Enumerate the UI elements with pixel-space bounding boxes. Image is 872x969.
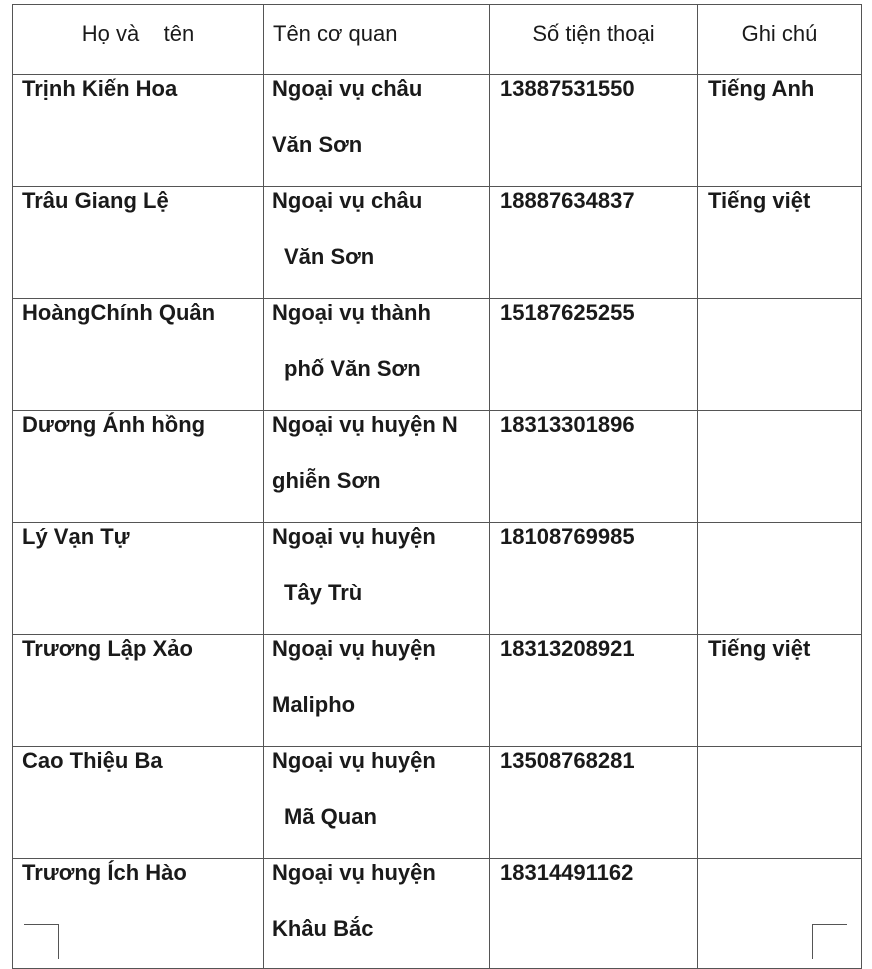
header-name: Họ và tên xyxy=(13,5,264,75)
cell-org: Ngoại vụ thành phố Văn Sơn xyxy=(264,299,490,411)
table-row xyxy=(13,411,862,523)
table-row xyxy=(13,187,862,299)
header-note: Ghi chú xyxy=(698,5,862,75)
table-row xyxy=(13,523,862,635)
cell-org: Ngoại vụ châu Văn Sơn xyxy=(264,187,490,299)
cell-org: Ngoại vụ huyện N ghiễn Sơn xyxy=(264,411,490,523)
header-org: Tên cơ quan xyxy=(264,5,490,75)
cell-org: Ngoại vụ huyện Malipho xyxy=(264,635,490,747)
table-row xyxy=(13,299,862,411)
cell-phone: 18313301896 xyxy=(490,411,698,523)
cell-name: Trương Ích Hào xyxy=(13,859,264,969)
cell-note: Tiếng Anh xyxy=(698,75,862,187)
page-corner-mark-left xyxy=(24,924,59,959)
cell-name: Trâu Giang Lệ xyxy=(13,187,264,299)
table-row xyxy=(13,635,862,747)
cell-org: Ngoại vụ huyện Khâu Bắc xyxy=(264,859,490,969)
cell-phone: 18313208921 xyxy=(490,635,698,747)
cell-name: HoàngChính Quân xyxy=(13,299,264,411)
table-row xyxy=(13,747,862,859)
page-corner-mark-right xyxy=(812,924,847,959)
cell-note: Tiếng việt xyxy=(698,187,862,299)
cell-phone: 13887531550 xyxy=(490,75,698,187)
cell-name: Cao Thiệu Ba xyxy=(13,747,264,859)
cell-phone: 15187625255 xyxy=(490,299,698,411)
cell-name: Dương Ánh hồng xyxy=(13,411,264,523)
cell-phone: 13508768281 xyxy=(490,747,698,859)
header-phone: Số tiện thoại xyxy=(490,5,698,75)
cell-note xyxy=(698,523,862,635)
cell-org: Ngoại vụ châu Văn Sơn xyxy=(264,75,490,187)
cell-org: Ngoại vụ huyện Tây Trù xyxy=(264,523,490,635)
cell-name: Trịnh Kiến Hoa xyxy=(13,75,264,187)
table-header-row xyxy=(13,5,862,75)
table-row xyxy=(13,75,862,187)
cell-phone: 18887634837 xyxy=(490,187,698,299)
cell-org: Ngoại vụ huyện Mã Quan xyxy=(264,747,490,859)
cell-phone: 18108769985 xyxy=(490,523,698,635)
cell-phone: 18314491162 xyxy=(490,859,698,969)
cell-name: Trương Lập Xảo xyxy=(13,635,264,747)
contact-table xyxy=(12,4,862,969)
cell-note xyxy=(698,299,862,411)
cell-note xyxy=(698,747,862,859)
cell-note: Tiếng việt xyxy=(698,635,862,747)
cell-note xyxy=(698,411,862,523)
cell-name: Lý Vạn Tự xyxy=(13,523,264,635)
table-row xyxy=(13,859,862,969)
